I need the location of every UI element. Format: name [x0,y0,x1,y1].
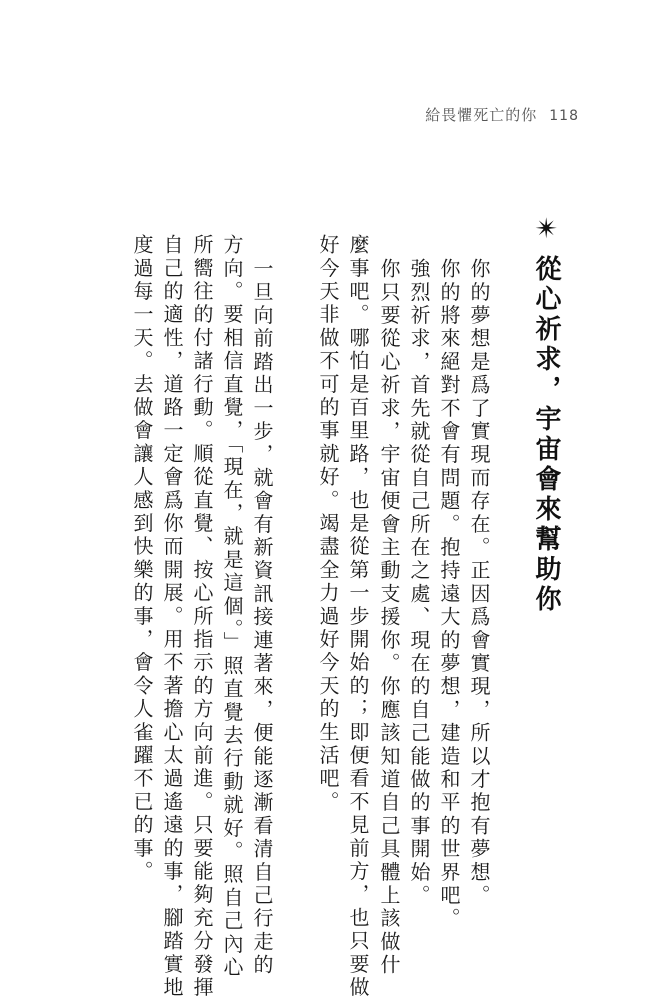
body-line: 強烈祈求，首先就從自己所在之處、現在的自己能做的事開始。 [407,258,431,908]
body-line: 方向。要相信直覺，「現在，就是這個。」照直覺去行動就好。照自己內心 [220,234,244,980]
running-head [425,104,579,125]
body-line: 好今天非做不可的事就好。竭盡全力過好今天的生活吧。 [316,234,340,814]
section-heading-text: 從心祈求，宇宙會來幫助你 [531,255,561,615]
body-line: 你只要從心祈求，宇宙便會主動支援你。你應該知道自己具體上該做什 [377,258,401,978]
page-number: 118 [549,108,579,124]
body-line: 自己的適性，道路一定會爲你而開展。用不著擔心太過遙遠的事，腳踏實地 [160,234,184,1000]
body-line: 所嚮往的付諸行動。順從直覺、按心所指示的方向前進。只要能夠充分發揮 [190,234,214,1000]
section-heading [528,212,565,615]
star-icon: ✴ [530,212,563,249]
body-line: 麼事吧。哪怕是百里路，也是從第一步開始的；即便看不見前方，也只要做 [346,234,370,1000]
running-title: 給畏懼死亡的你 [425,106,538,124]
body-line: 一旦向前踏出一步，就會有新資訊接連著來，便能逐漸看清自己行走的 [250,258,274,978]
body-line: 度過每一天。去做會讓人感到快樂的事，會令人雀躍不已的事。 [130,234,154,884]
body-line: 你的夢想是爲了實現而存在。正因爲會實現，所以才抱有夢想。 [467,258,491,908]
body-line: 你的將來絕對不會有問題。抱持遠大的夢想，建造和平的世界吧。 [437,258,461,931]
